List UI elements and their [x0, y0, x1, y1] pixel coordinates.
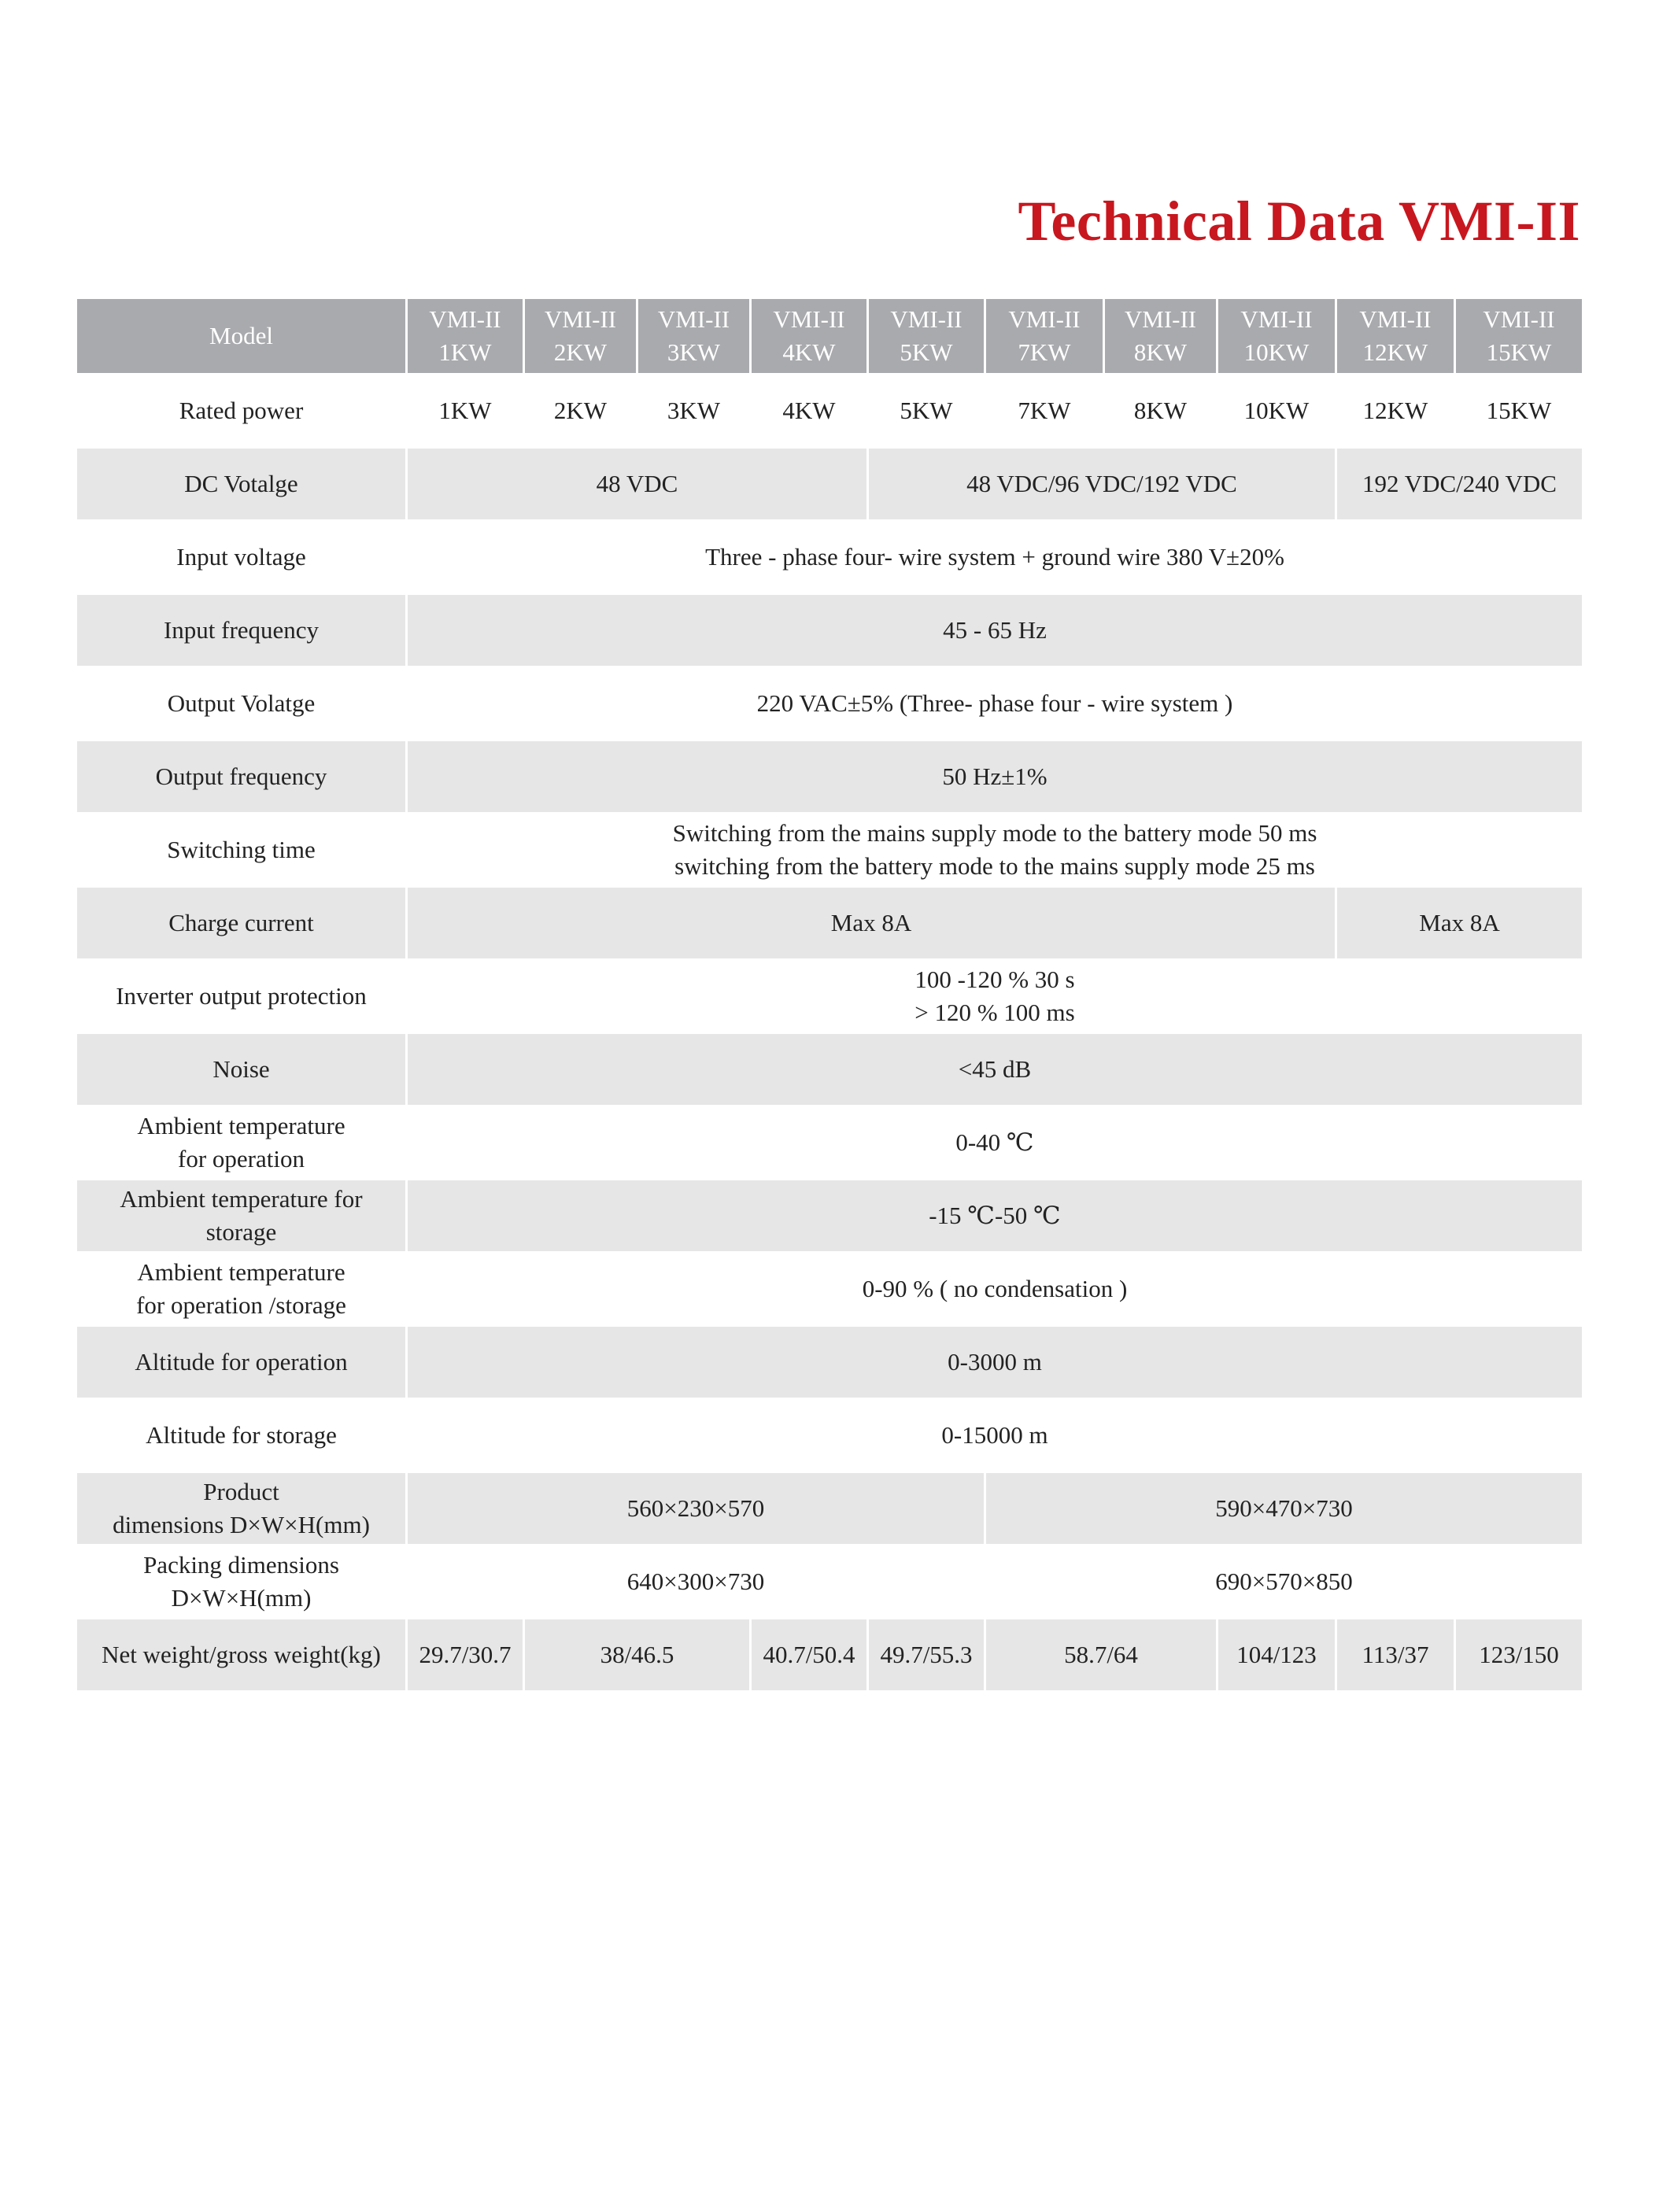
table-cell: 10KW	[1218, 375, 1337, 449]
row-label: Input frequency	[77, 595, 408, 668]
table-row-input-frequency	[77, 595, 1582, 668]
row-label: Rated power	[77, 375, 408, 449]
row-label: Charge current	[77, 888, 408, 961]
table-cell: 192 VDC/240 VDC	[1337, 449, 1582, 522]
table-cell: 58.7/64	[986, 1619, 1218, 1693]
table-cell: 0-15000 m	[408, 1400, 1582, 1473]
table-row-dc-voltage	[77, 449, 1582, 522]
table-cell: 49.7/55.3	[869, 1619, 986, 1693]
model-header-cell: VMI-II 1KW	[408, 299, 525, 375]
table-cell: 8KW	[1105, 375, 1218, 449]
table-cell: Three - phase four- wire system + ground wire 380 V±20%	[408, 522, 1582, 595]
table-cell: 40.7/50.4	[752, 1619, 869, 1693]
table-cell: 5KW	[869, 375, 986, 449]
table-cell: 220 VAC±5% (Three- phase four - wire system )	[408, 668, 1582, 741]
model-header-cell: VMI-II 12KW	[1337, 299, 1456, 375]
table-cell: 690×570×850	[986, 1546, 1582, 1619]
row-label: Altitude for operation	[77, 1327, 408, 1400]
table-cell: 4KW	[752, 375, 869, 449]
table-cell: Switching from the mains supply mode to the battery mode 50 ms switching from the battery mode to the mains supply mode 25 ms	[408, 814, 1582, 888]
table-cell: 2KW	[525, 375, 638, 449]
table-cell: 12KW	[1337, 375, 1456, 449]
table-cell: 45 - 65 Hz	[408, 595, 1582, 668]
table-cell: 50 Hz±1%	[408, 741, 1582, 814]
row-label: Altitude for storage	[77, 1400, 408, 1473]
table-row-humidity	[77, 1254, 1582, 1327]
table-row-weight	[77, 1619, 1582, 1693]
table-cell: 38/46.5	[525, 1619, 752, 1693]
row-label: Noise	[77, 1034, 408, 1107]
row-label: Input voltage	[77, 522, 408, 595]
spec-table	[77, 299, 1582, 1693]
page-title: Technical Data VMI-II	[1018, 190, 1580, 253]
table-cell: -15 ℃-50 ℃	[408, 1180, 1582, 1254]
table-row-altitude-storage	[77, 1400, 1582, 1473]
row-label: DC Votalge	[77, 449, 408, 522]
table-cell: <45 dB	[408, 1034, 1582, 1107]
table-cell: Max 8A	[408, 888, 1337, 961]
row-label: Switching time	[77, 814, 408, 888]
table-cell: 48 VDC	[408, 449, 869, 522]
row-label: Output frequency	[77, 741, 408, 814]
table-cell: 15KW	[1456, 375, 1582, 449]
row-label: Ambient temperature for operation /storage	[77, 1254, 408, 1327]
row-label: Ambient temperature for operation	[77, 1107, 408, 1180]
model-header-cell: VMI-II 4KW	[752, 299, 869, 375]
table-cell: 7KW	[986, 375, 1105, 449]
row-label: Inverter output protection	[77, 961, 408, 1034]
table-row-temp-storage	[77, 1180, 1582, 1254]
table-cell: 29.7/30.7	[408, 1619, 525, 1693]
table-row-rated-power	[77, 375, 1582, 449]
table-row-input-voltage	[77, 522, 1582, 595]
table-row-inverter-protection	[77, 961, 1582, 1034]
model-header: Model	[77, 299, 408, 375]
table-cell: 100 -120 % 30 s > 120 % 100 ms	[408, 961, 1582, 1034]
row-label: Net weight/gross weight(kg)	[77, 1619, 408, 1693]
table-cell: 590×470×730	[986, 1473, 1582, 1546]
row-label: Product dimensions D×W×H(mm)	[77, 1473, 408, 1546]
table-row-charge-current	[77, 888, 1582, 961]
table-row-packing-dimensions	[77, 1546, 1582, 1619]
model-header-cell: VMI-II 5KW	[869, 299, 986, 375]
table-cell: 113/37	[1337, 1619, 1456, 1693]
model-header-cell: VMI-II 8KW	[1105, 299, 1218, 375]
table-cell: 0-90 % ( no condensation )	[408, 1254, 1582, 1327]
model-header-cell: VMI-II 2KW	[525, 299, 638, 375]
table-cell: 640×300×730	[408, 1546, 986, 1619]
model-header-cell: VMI-II 3KW	[638, 299, 752, 375]
table-cell: 0-3000 m	[408, 1327, 1582, 1400]
table-cell: 123/150	[1456, 1619, 1582, 1693]
table-cell: 48 VDC/96 VDC/192 VDC	[869, 449, 1337, 522]
table-cell: 3KW	[638, 375, 752, 449]
table-cell: 0-40 ℃	[408, 1107, 1582, 1180]
model-header-cell: VMI-II 15KW	[1456, 299, 1582, 375]
model-header-cell: VMI-II 7KW	[986, 299, 1105, 375]
table-row-output-frequency	[77, 741, 1582, 814]
table-row-temp-operation	[77, 1107, 1582, 1180]
table-row-switching-time	[77, 814, 1582, 888]
model-header-cell: VMI-II 10KW	[1218, 299, 1337, 375]
table-row-altitude-operation	[77, 1327, 1582, 1400]
row-label: Output Volatge	[77, 668, 408, 741]
header-row	[77, 299, 1582, 375]
table-row-product-dimensions	[77, 1473, 1582, 1546]
table-row-output-voltage	[77, 668, 1582, 741]
row-label: Packing dimensions D×W×H(mm)	[77, 1546, 408, 1619]
row-label: Ambient temperature for storage	[77, 1180, 408, 1254]
table-cell: 1KW	[408, 375, 525, 449]
table-cell: 104/123	[1218, 1619, 1337, 1693]
table-cell: Max 8A	[1337, 888, 1582, 961]
table-row-noise	[77, 1034, 1582, 1107]
table-cell: 560×230×570	[408, 1473, 986, 1546]
